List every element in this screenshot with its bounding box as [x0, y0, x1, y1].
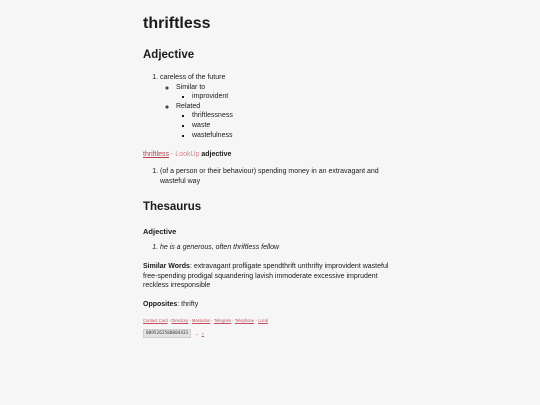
footer-id-badge: 0095262580884431: [143, 329, 191, 338]
footer-link-contact-card[interactable]: Contact Card: [143, 318, 168, 324]
definition-item: 1. (of a person or their behaviour) spending money in an extravagant and wasteful way: [160, 167, 393, 186]
footer-separator: -: [188, 318, 192, 324]
related-label: Related: [176, 102, 201, 110]
footer-small-link[interactable]: 1: [201, 331, 204, 337]
thesaurus-subheading: Adjective: [143, 227, 177, 237]
example-list: [143, 243, 393, 253]
related-item: ▪ thriftlessness: [192, 111, 393, 121]
part-of-speech: adjective: [201, 151, 232, 159]
similar-to-group: [176, 83, 393, 102]
definition-item: [160, 73, 393, 140]
footer-link-mastodon[interactable]: Mastodon: [191, 318, 211, 324]
opposites: Opposites: thrifty: [143, 300, 199, 308]
related-item: ▪ wastefulness: [192, 131, 393, 141]
footer-separator: -: [231, 318, 235, 324]
footer-link-telephone[interactable]: Telephone: [234, 318, 255, 324]
related-item: ▪ waste: [192, 121, 393, 131]
thesaurus-heading: Thesaurus: [143, 201, 202, 214]
headword-link[interactable]: thriftless: [143, 151, 170, 159]
opposites-text: thrifty: [181, 300, 199, 308]
lookup-link[interactable]: LookUp: [175, 151, 200, 159]
similar-words: Similar Words: extravagant profligate spendthrift unthrifty improvident wasteful free-spending prodigal squandering lavish immoderate excessive imprudent reckless irresponsible: [143, 262, 389, 290]
similar-to-label: Similar to: [176, 83, 206, 91]
footer-link-directory[interactable]: Directory: [171, 318, 189, 324]
footer-link-local[interactable]: Local: [257, 318, 268, 324]
page: [143, 0, 393, 338]
example-sentence: 1. he is a generous, often thriftless fellow: [160, 243, 393, 253]
similar-words-label: Similar Words: [143, 262, 190, 270]
similar-item: ▪ improvident: [192, 92, 393, 102]
definition-text: careless of the future: [160, 74, 226, 81]
footer-link-telegram[interactable]: Telegram: [213, 318, 232, 324]
opposites-label: Opposites: [143, 300, 178, 308]
definition-list: [143, 73, 393, 140]
footer-separator: -: [210, 318, 214, 324]
definition-list-2: [143, 167, 393, 186]
arrow-right-icon: →: [194, 331, 199, 337]
headword-line: [143, 150, 393, 159]
related-group: [176, 102, 393, 140]
footer-separator: -: [167, 318, 172, 324]
related-list: [176, 111, 393, 140]
relations-list: [160, 83, 393, 141]
similar-words-text: extravagant profligate spendthrift unthrifty improvident wasteful free-spending prodigal squandering lavish immoderate excessive imprudent reckless irresponsible: [143, 262, 389, 290]
footer-links: [143, 318, 393, 324]
footer-id-row: [143, 329, 393, 338]
similar-to-list: [176, 92, 393, 102]
section-heading-adjective: Adjective: [143, 49, 195, 61]
footer-separator: -: [254, 318, 258, 324]
separator: -: [169, 151, 176, 159]
page-title: thriftless: [143, 15, 211, 32]
